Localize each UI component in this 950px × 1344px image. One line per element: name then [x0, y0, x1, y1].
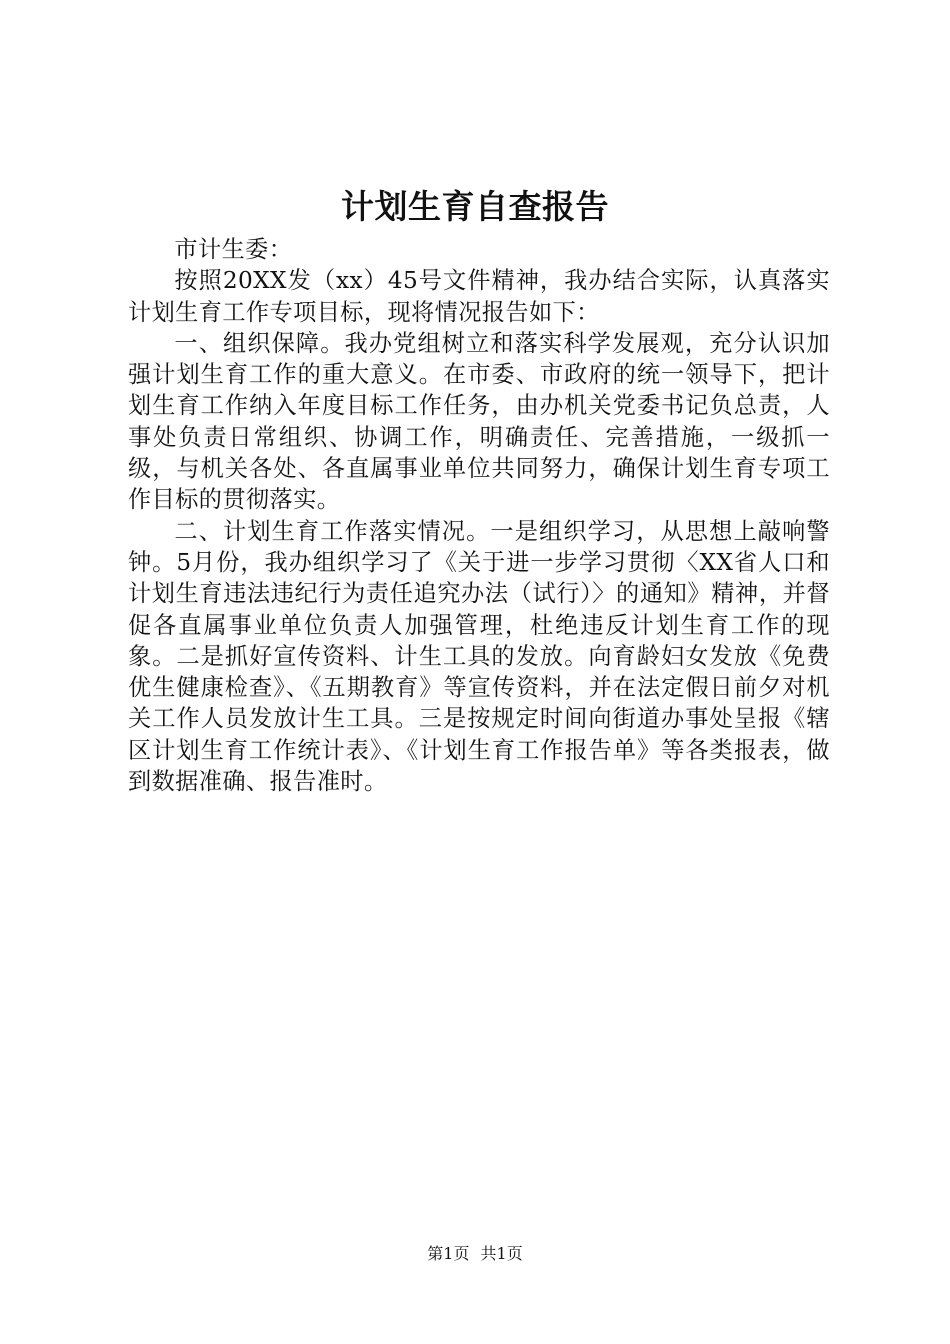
- page-total: 共1页: [480, 1244, 523, 1263]
- document-title: 计划生育自查报告: [341, 187, 609, 226]
- page-footer: [0, 1242, 950, 1266]
- paragraph-intro: 按照20XX发（xx）45号文件精神，我办结合实际，认真落实计划生育工作专项目标，现将情况报告如下：: [128, 267, 830, 326]
- salutation: 市计生委：: [174, 236, 293, 263]
- page-number: 第1页: [427, 1244, 470, 1263]
- paragraph-implementation: 二、计划生育工作落实情况。一是组织学习，从思想上敲响警钟。5月份，我办组织学习了《关于进一步学习贯彻〈XX省人口和计划生育违法违纪行为责任追究办法（试行）〉的通知》精神，并督促各直属事业单位负责人加强管理，杜绝违反计划生育工作的现象。二是抓好宣传资料、计生工具的发放。向育龄妇女发放《免费优生健康检查》、《五期教育》等宣传资料，并在法定假日前夕对机关工作人员发放计生工具。三是按规定时间向街道办事处呈报《辖区计划生育工作统计表》、《计划生育工作报告单》等各类报表，做到数据准确、报告准时。: [128, 517, 830, 796]
- paragraph-organization: 一、组织保障。我办党组树立和落实科学发展观，充分认识加强计划生育工作的重大意义。在市委、市政府的统一领导下，把计划生育工作纳入年度目标工作任务，由办机关党委书记负总责，人事处负责日常组织、协调工作，明确责任、完善措施，一级抓一级，与机关各处、各直属事业单位共同努力，确保计划生育专项工作目标的贯彻落实。: [128, 329, 830, 514]
- document-body: [128, 234, 830, 797]
